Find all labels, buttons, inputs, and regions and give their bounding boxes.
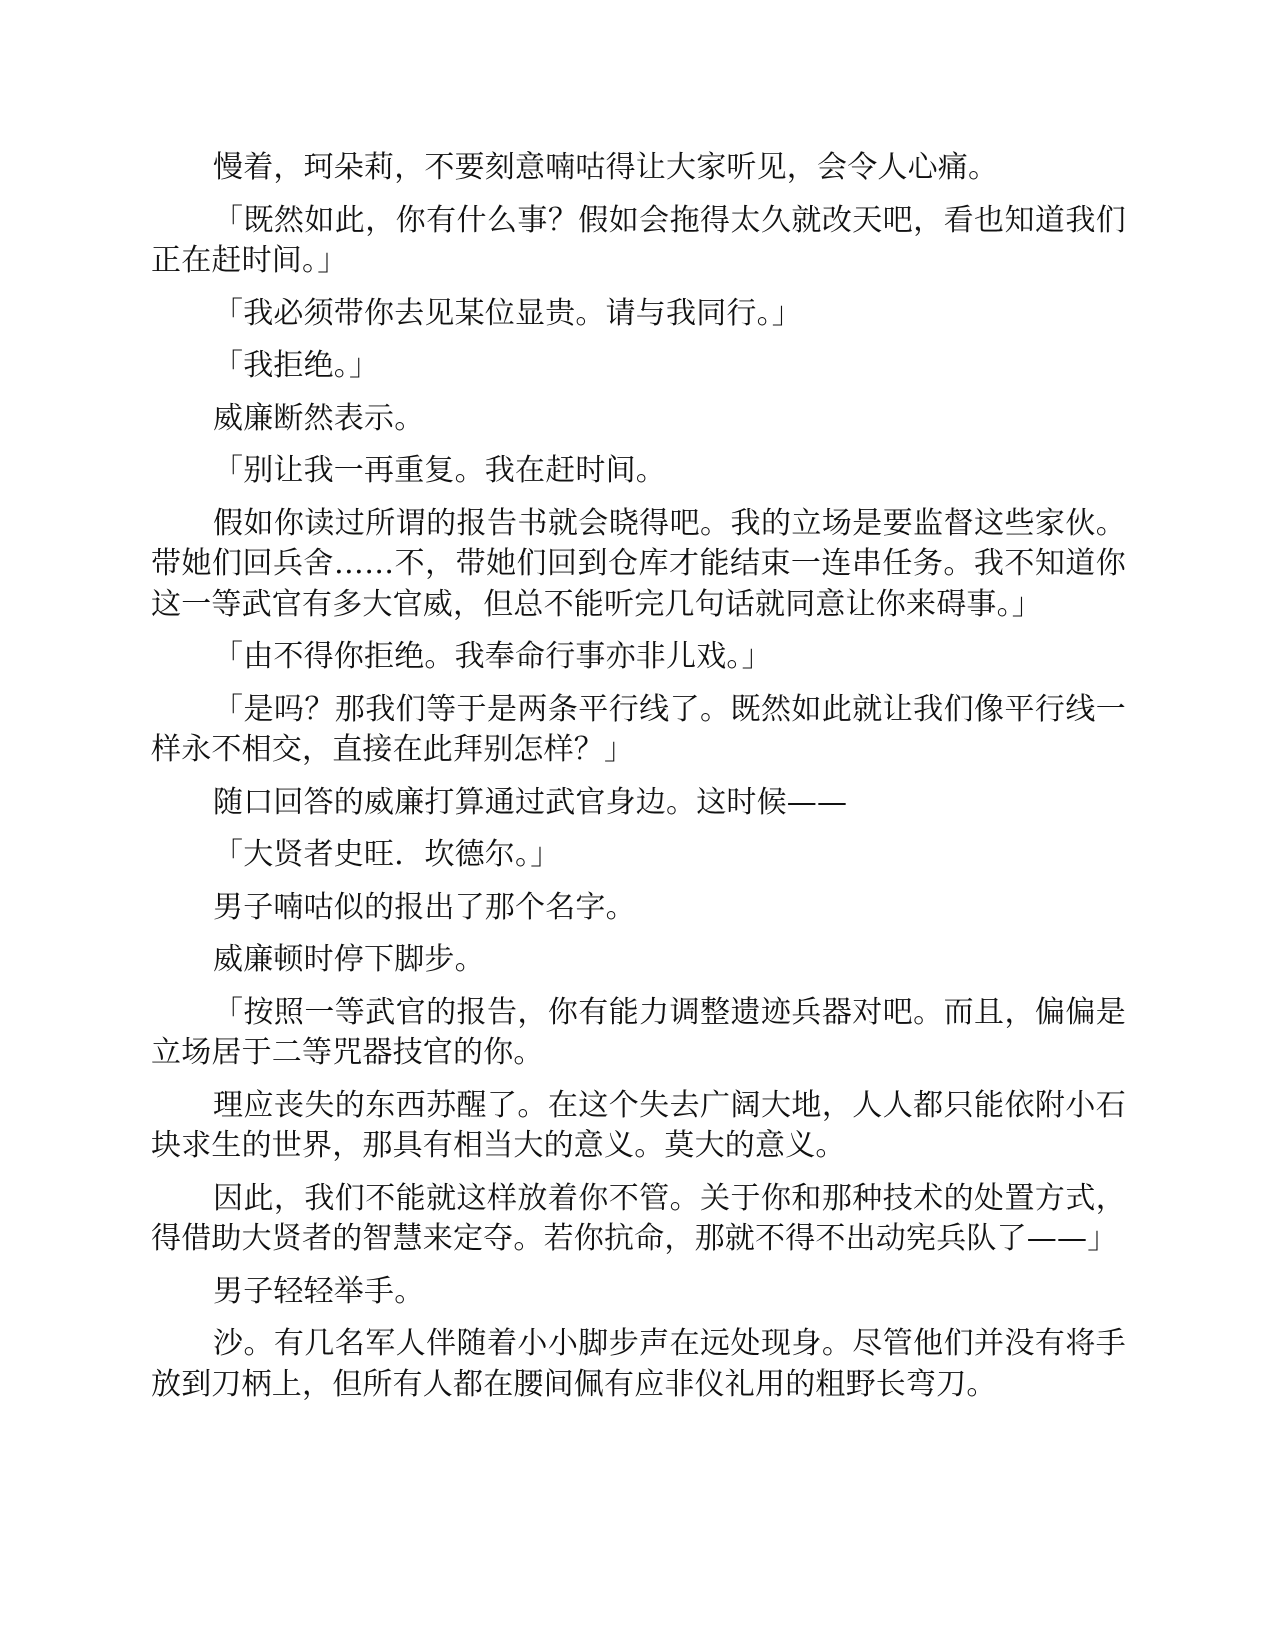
paragraph: 「按照一等武官的报告，你有能力调整遗迹兵器对吧。而且，偏偏是立场居于二等咒器技官的你。: [151, 994, 1126, 1070]
paragraph: 理应丧失的东西苏醒了。在这个失去广阔大地，人人都只能依附小石块求生的世界，那具有相当大的意义。莫大的意义。: [151, 1087, 1126, 1163]
document-page: [151, 148, 1126, 1417]
paragraph: 假如你读过所谓的报告书就会晓得吧。我的立场是要监督这些家伙。带她们回兵舍……不，带她们回到仓库才能结束一连串任务。我不知道你这一等武官有多大官威，但总不能听完几句话就同意让你来碍事。」: [151, 505, 1126, 622]
paragraph: 「大贤者史旺．坎德尔。」: [213, 837, 561, 872]
paragraph: 威廉断然表示。: [213, 400, 425, 436]
paragraph: 威廉顿时停下脚步。: [213, 942, 485, 977]
paragraph: 慢着，珂朵莉，不要刻意喃咕得让大家听见，会令人心痛。: [213, 150, 999, 185]
paragraph: 沙。有几名军人伴随着小小脚步声在远处现身。尽管他们并没有将手放到刀柄上，但所有人都在腰间佩有应非仪礼用的粗野长弯刀。: [151, 1326, 1126, 1402]
paragraph: 「既然如此，你有什么事？假如会拖得太久就改天吧，看也知道我们正在赶时间。」: [151, 202, 1126, 278]
paragraph: 「是吗？那我们等于是两条平行线了。既然如此就让我们像平行线一样永不相交，直接在此拜别怎样？」: [151, 691, 1126, 767]
paragraph: 「我必须带你去见某位显贵。请与我同行。」: [213, 295, 802, 331]
paragraph: 「别让我一再重复。我在赶时间。: [213, 453, 666, 488]
paragraph: 「我拒绝。」: [213, 348, 380, 383]
paragraph: 男子喃咕似的报出了那个名字。: [213, 889, 636, 925]
paragraph: 「由不得你拒绝。我奉命行事亦非儿戏。」: [213, 639, 772, 674]
paragraph: 因此，我们不能就这样放着你不管。关于你和那种技术的处置方式，得借助大贤者的智慧来定夺。若你抗命，那就不得不出动宪兵队了——」: [151, 1180, 1126, 1256]
paragraph: 男子轻轻举手。: [213, 1273, 425, 1309]
paragraph: 随口回答的威廉打算通过武官身边。这时候——: [213, 784, 848, 820]
